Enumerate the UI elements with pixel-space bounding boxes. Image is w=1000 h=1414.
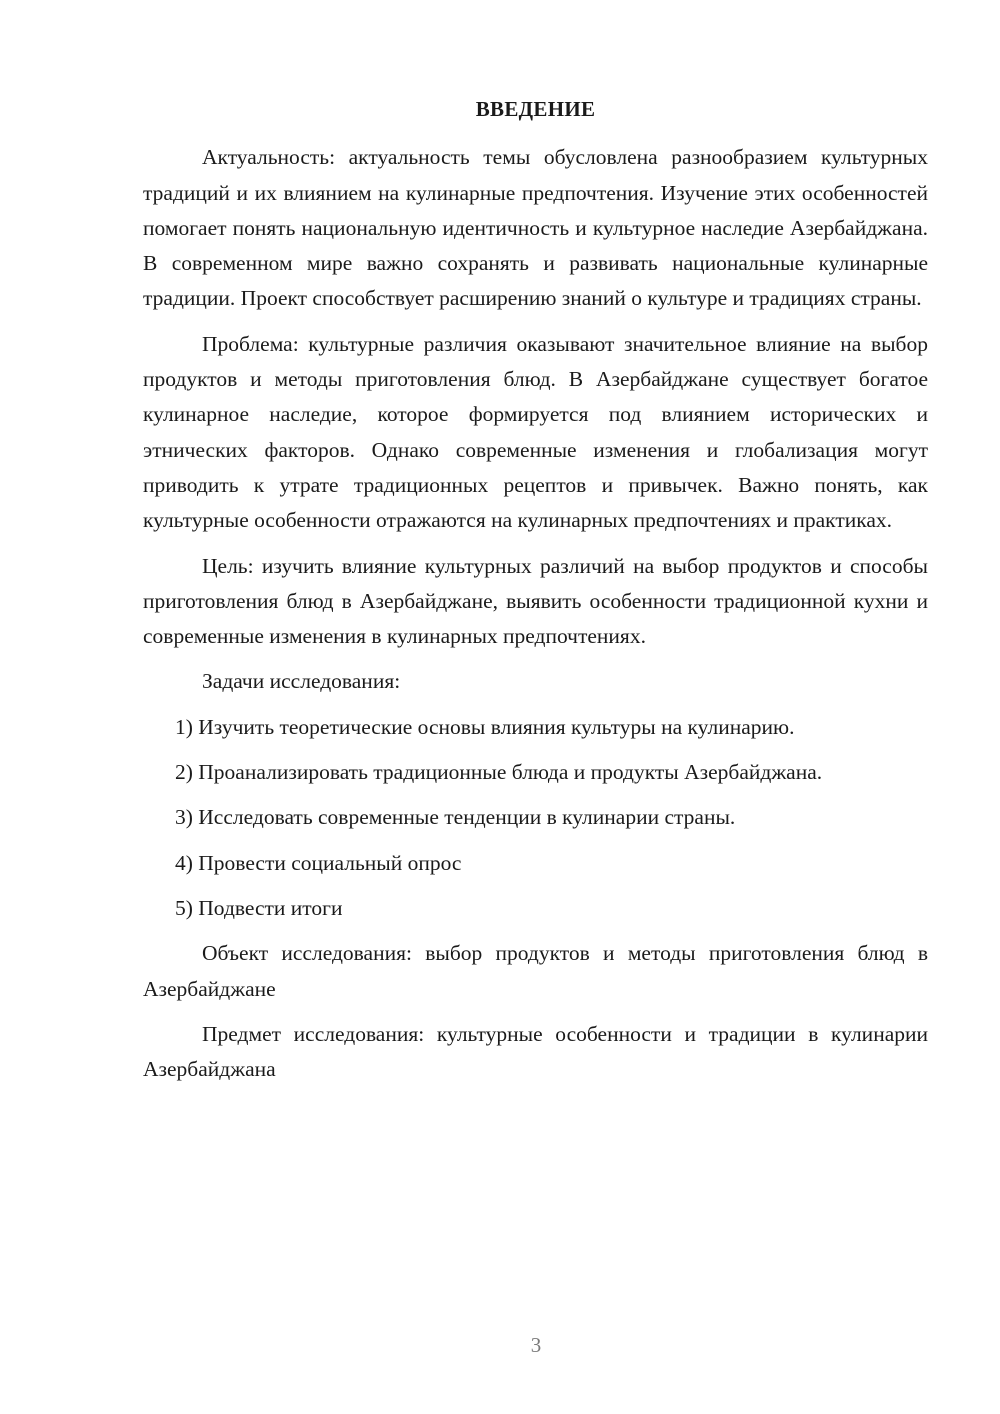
page-number: 3 (530, 1333, 542, 1357)
goal-paragraph: Цель: изучить влияние культурных различий на выбор продуктов и способы приготовления блюд в Азербайджане, выявить особенности традиционной кухни и современные изменения в кулинарных предпочтениях. (143, 553, 928, 649)
relevance-paragraph: Актуальность: актуальность темы обусловлена разнообразием культурных традиций и их влиянием на кулинарные предпочтения. Изучение этих особенностей помогает понять национальную идентичность и культурное наследие Азербайджана. В современном мире важно сохранять и развивать национальные кулинарные традиции. Проект способствует расширению знаний о культуре и традициях страны. (143, 145, 928, 311)
task-item-4: 4) Провести социальный опрос (175, 850, 462, 875)
task-item-1: 1) Изучить теоретические основы влияния культуры на кулинарию. (175, 714, 795, 739)
document-body (143, 92, 928, 1097)
subject-paragraph: Предмет исследования: культурные особенности и традиции в кулинарии Азербайджана (143, 1021, 928, 1082)
task-item-3: 3) Исследовать современные тенденции в кулинарии страны. (175, 805, 736, 830)
task-item-5: 5) Подвести итоги (175, 895, 343, 920)
section-heading: ВВЕДЕНИЕ (475, 97, 596, 121)
task-item-2: 2) Проанализировать традиционные блюда и продукты Азербайджана. (175, 760, 823, 785)
tasks-title: Задачи исследования: (202, 669, 401, 694)
object-paragraph: Объект исследования: выбор продуктов и методы приготовления блюд в Азербайджане (143, 941, 928, 1001)
problem-paragraph: Проблема: культурные различия оказывают значительное влияние на выбор продуктов и методы приготовления блюд. В Азербайджане существует богатое кулинарное наследие, которое формируется под влиянием исторических и этнических факторов. Однако современные изменения и глобализация могут приводить к утрате традиционных рецептов и привычек. Важно понять, как культурные особенности отражаются на кулинарных предпочтениях и практиках. (143, 331, 928, 533)
